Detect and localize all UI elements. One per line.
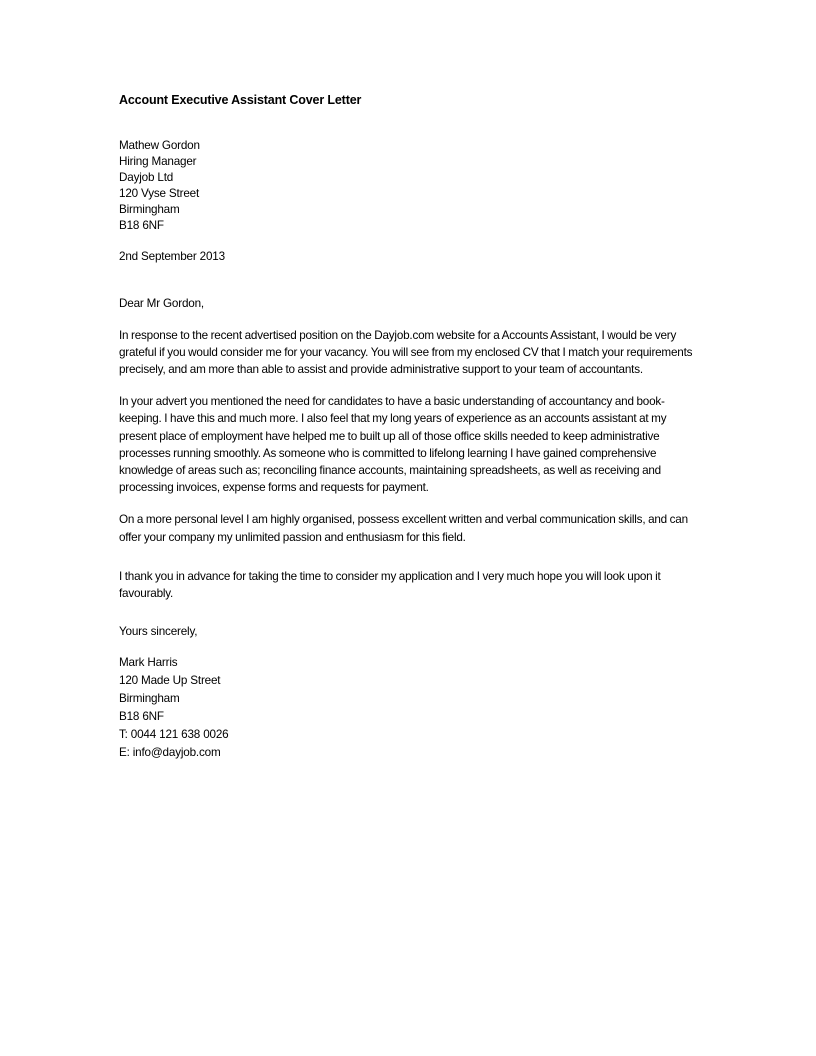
recipient-street: 120 Vyse Street	[119, 187, 200, 201]
sender-city: Birmingham	[119, 692, 180, 706]
sender-phone: T: 0044 121 638 0026	[119, 728, 229, 742]
recipient-name: Mathew Gordon	[119, 139, 200, 152]
body-paragraph-4: I thank you in advance for taking the time to consider my application and I very much hope you will look upon it favourably.	[119, 569, 661, 600]
sender-name: Mark Harris	[119, 656, 178, 670]
closing-salutation: Yours sincerely,	[119, 625, 198, 639]
sender-email: E: info@dayjob.com	[119, 746, 221, 760]
recipient-job-title: Hiring Manager	[119, 155, 197, 169]
recipient-city: Birmingham	[119, 203, 180, 217]
body-paragraph-3: On a more personal level I am highly organised, possess excellent written and verbal communication skills, and can offer your company my unlimited passion and enthusiasm for this field.	[119, 513, 688, 544]
sender-street: 120 Made Up Street	[119, 674, 221, 688]
page-title: Account Executive Assistant Cover Letter	[119, 93, 362, 107]
recipient-address-block	[119, 138, 697, 235]
salutation: Dear Mr Gordon,	[119, 296, 204, 310]
recipient-postcode: B18 6NF	[119, 219, 164, 233]
body-paragraph-1: In response to the recent advertised position on the Dayjob.com website for a Accounts Assistant, I would be very grateful if you would consider me for your vacancy. You will see from my enclosed CV that I match your requirements precisely, and am more than able to assist and provide administrative support to your team of accountants.	[119, 328, 693, 376]
sender-postcode: B18 6NF	[119, 710, 164, 724]
body-paragraph-2: In your advert you mentioned the need for candidates to have a basic understanding of accountancy and book-keeping. I have this and much more. I also feel that my long years of experience as an accounts assistant at my present place of employment have helped me to built up all of those office skills needed to keep administrative processes running smoothly. As someone who is committed to lifelong learning I have gained comprehensive knowledge of areas such as; reconciling finance accounts, maintaining spreadsheets, as well as receiving and processing invoices, expense forms and requests for payment.	[119, 395, 667, 495]
letter-date: 2nd September 2013	[119, 249, 225, 263]
letter-content	[119, 93, 697, 762]
signature-block	[119, 654, 697, 762]
recipient-company: Dayjob Ltd	[119, 171, 174, 185]
